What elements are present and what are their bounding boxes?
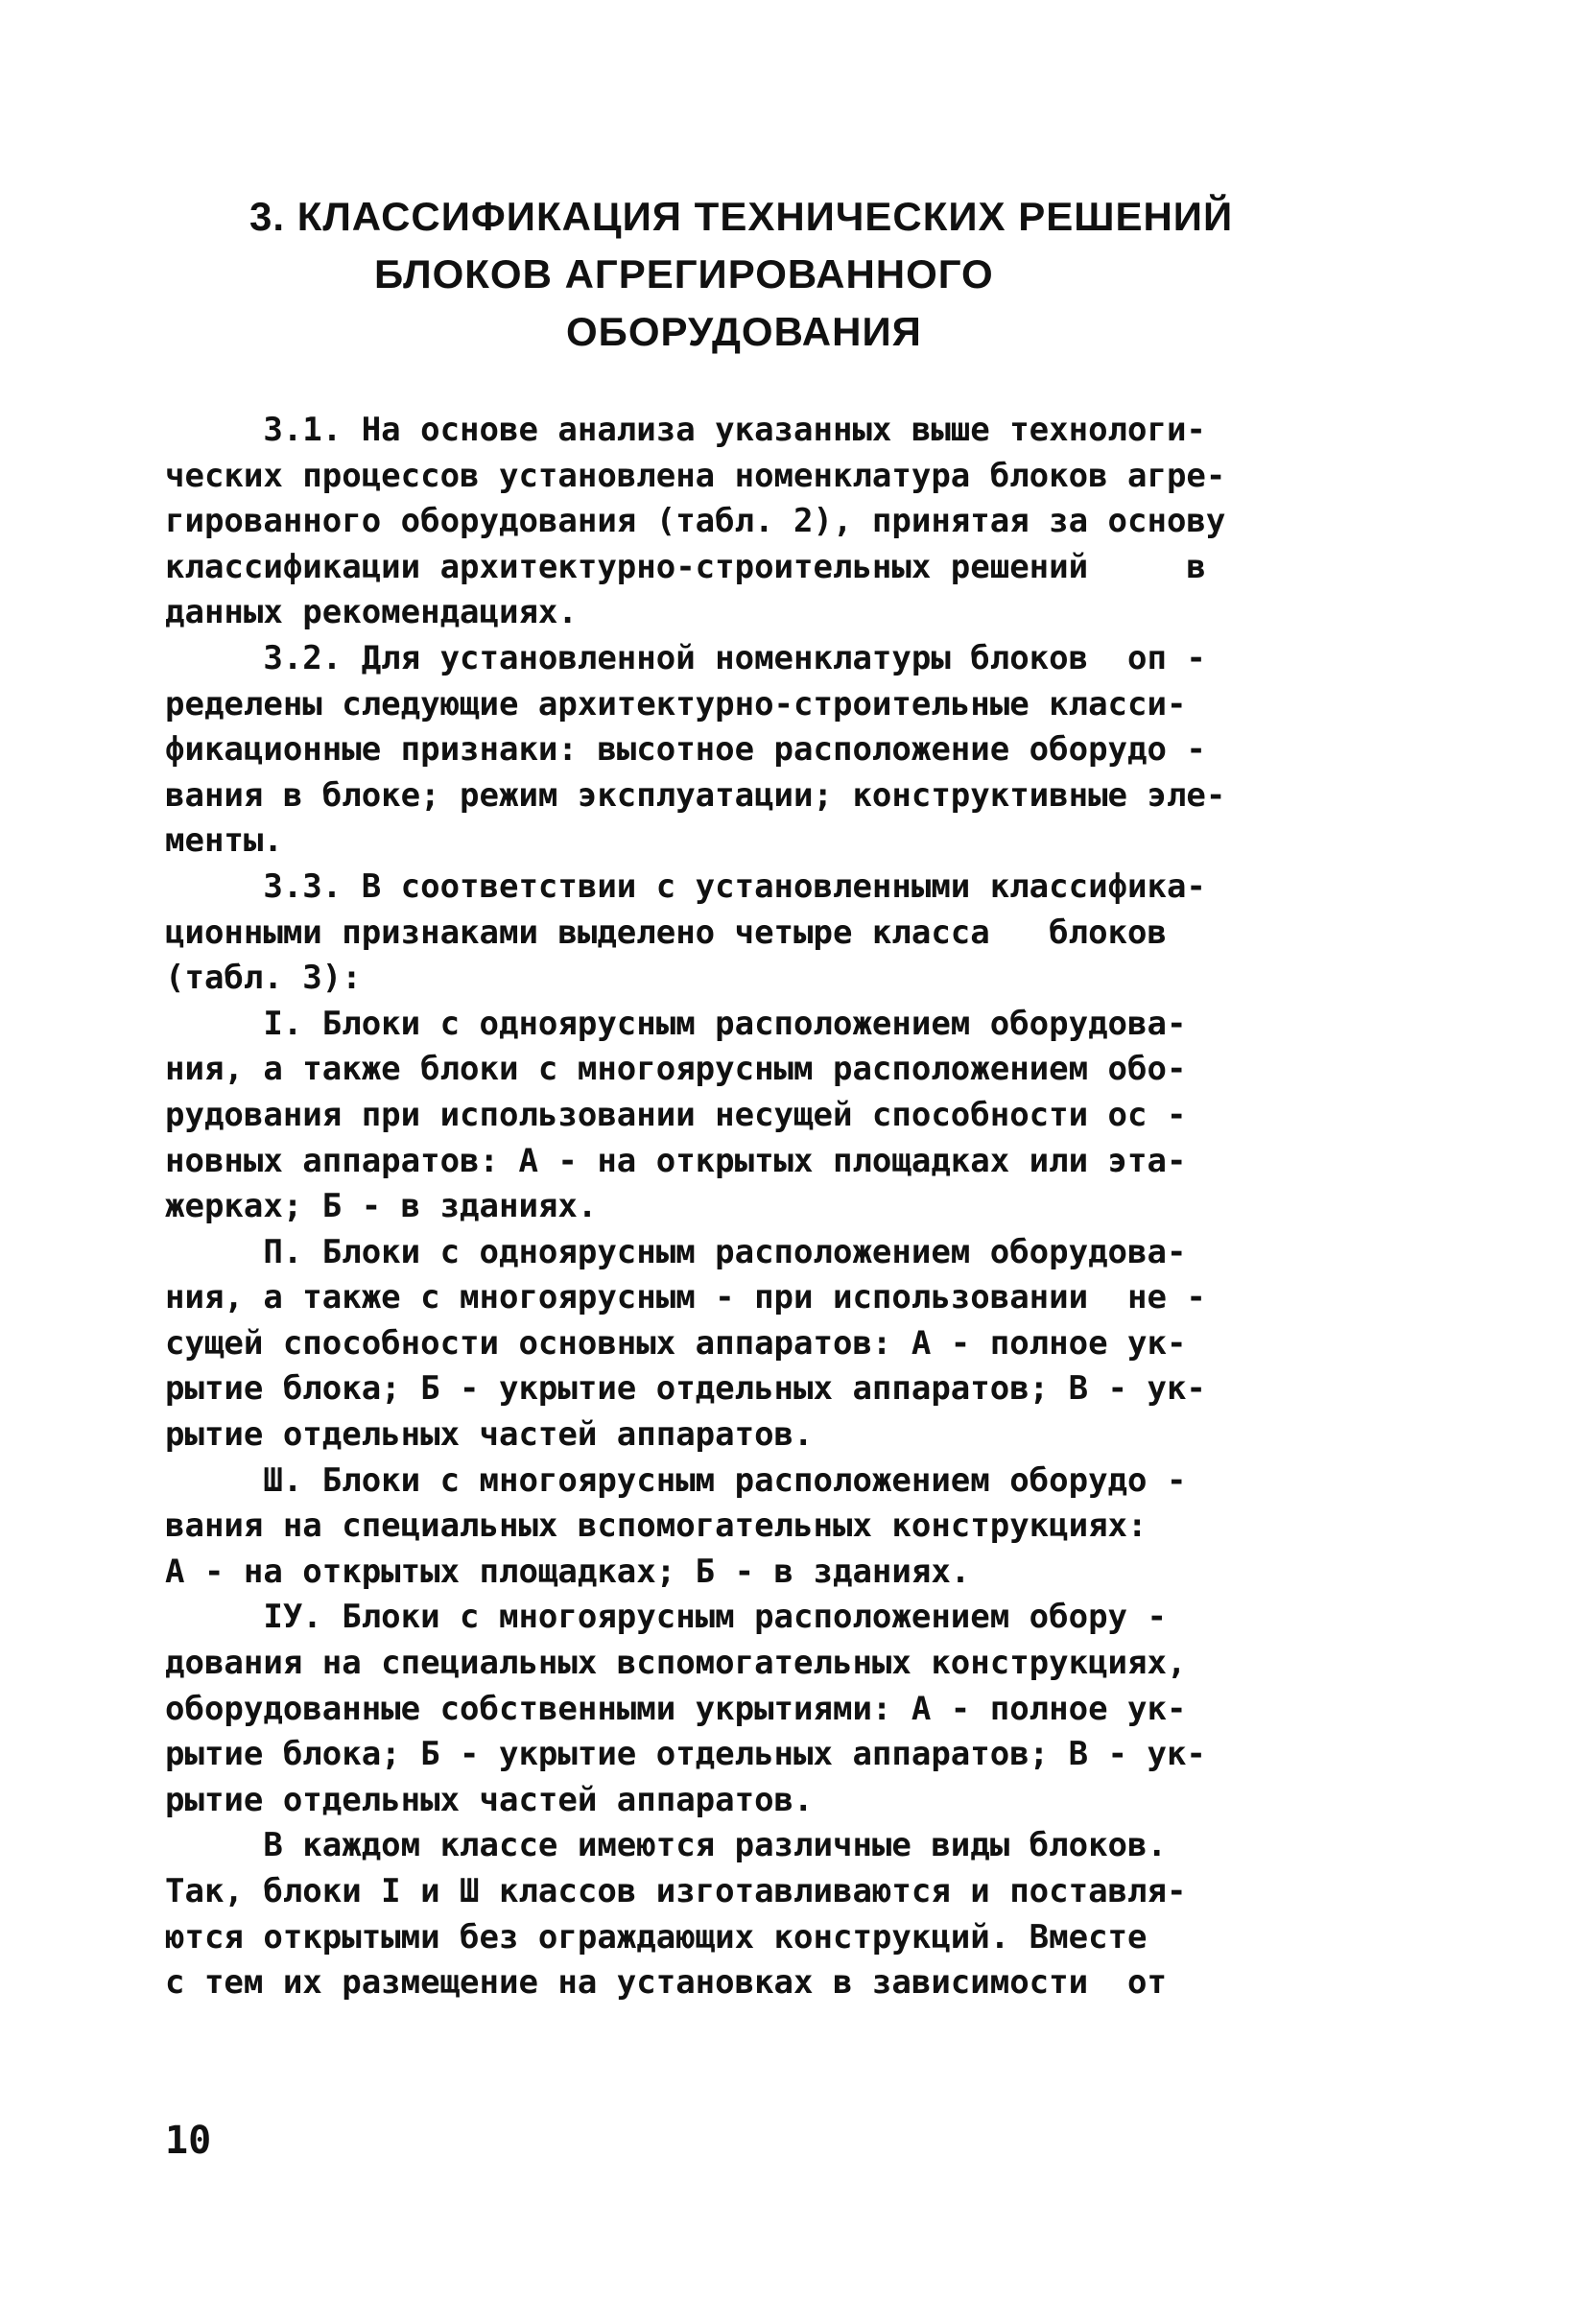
text-line: рытие блока; Б - укрытие отдельных аппаратов; В - ук- xyxy=(165,1369,1206,1409)
text-line: гированного оборудования (табл. 2), принятая за основу xyxy=(165,502,1226,541)
text-line: IУ. Блоки с многоярусным расположением обору - xyxy=(165,1598,1167,1637)
heading-line-3: ОБОРУДОВАНИЯ xyxy=(566,309,922,354)
text-line: ционными признаками выделено четыре класса блоков xyxy=(165,913,1167,952)
text-line: (табл. 3): xyxy=(165,959,362,998)
text-line: рудования при использовании несущей способности ос - xyxy=(165,1095,1187,1134)
text-line: рытие блока; Б - укрытие отдельных аппаратов; В - ук- xyxy=(165,1735,1206,1774)
text-line: жерках; Б - в зданиях. xyxy=(165,1187,598,1226)
section-heading xyxy=(249,188,1401,361)
text-line: рытие отдельных частей аппаратов. xyxy=(165,1415,814,1455)
text-line: вания на специальных вспомогательных конструкциях: xyxy=(165,1506,1148,1546)
text-line: ределены следующие архитектурно-строительные класси- xyxy=(165,684,1187,723)
text-line: П. Блоки с одноярусным расположением оборудова- xyxy=(165,1232,1187,1271)
text-line: сущей способности основных аппаратов: А - полное ук- xyxy=(165,1323,1187,1363)
text-line: 3.3. В соответствии с установленными классифика- xyxy=(165,866,1206,906)
text-line: менты. xyxy=(165,821,283,861)
text-line: рытие отдельных частей аппаратов. xyxy=(165,1780,814,1819)
text-line: ются открытыми без ограждающих конструкций. Вместе xyxy=(165,1917,1148,1956)
text-line: ния, а также блоки с многоярусным расположением обо- xyxy=(165,1050,1187,1089)
heading-line-2: БЛОКОВ АГРЕГИРОВАННОГО xyxy=(374,251,994,296)
text-line: Ш. Блоки с многоярусным расположением оборудо - xyxy=(165,1460,1187,1500)
text-line: оборудованные собственными укрытиями: А - полное ук- xyxy=(165,1689,1187,1728)
heading-line-1: 3. КЛАССИФИКАЦИЯ ТЕХНИЧЕСКИХ РЕШЕНИЙ xyxy=(249,194,1234,239)
text-line: данных рекомендациях. xyxy=(165,593,578,632)
text-line: дования на специальных вспомогательных конструкциях, xyxy=(165,1644,1187,1683)
text-line: вания в блоке; режим эксплуатации; конструктивные эле- xyxy=(165,775,1226,815)
text-line: 3.1. На основе анализа указанных выше технологи- xyxy=(165,411,1206,449)
text-line: 3.2. Для установленной номенклатуры блоков оп - xyxy=(165,638,1206,677)
text-line: фикационные признаки: высотное расположение оборудо - xyxy=(165,730,1206,770)
text-line: А - на открытых площадках; Б - в зданиях. xyxy=(165,1552,971,1591)
text-line: с тем их размещение на установках в зависимости от xyxy=(165,1963,1167,2003)
text-line: Так, блоки I и Ш классов изготавливаются и поставля- xyxy=(165,1872,1187,1910)
text-line: классификации архитектурно-строительных решений в xyxy=(165,547,1206,586)
text-line: В каждом классе имеются различные виды блоков. xyxy=(165,1826,1167,1865)
text-line: новных аппаратов: А - на открытых площадках или эта- xyxy=(165,1141,1187,1180)
page-number: 10 xyxy=(165,2119,212,2163)
text-line: ния, а также с многоярусным - при использовании не - xyxy=(165,1278,1206,1317)
text-line: ческих процессов установлена номенклатура блоков агре- xyxy=(165,456,1226,495)
text-line: I. Блоки с одноярусным расположением оборудова- xyxy=(165,1004,1187,1043)
body-text xyxy=(165,408,1412,2006)
